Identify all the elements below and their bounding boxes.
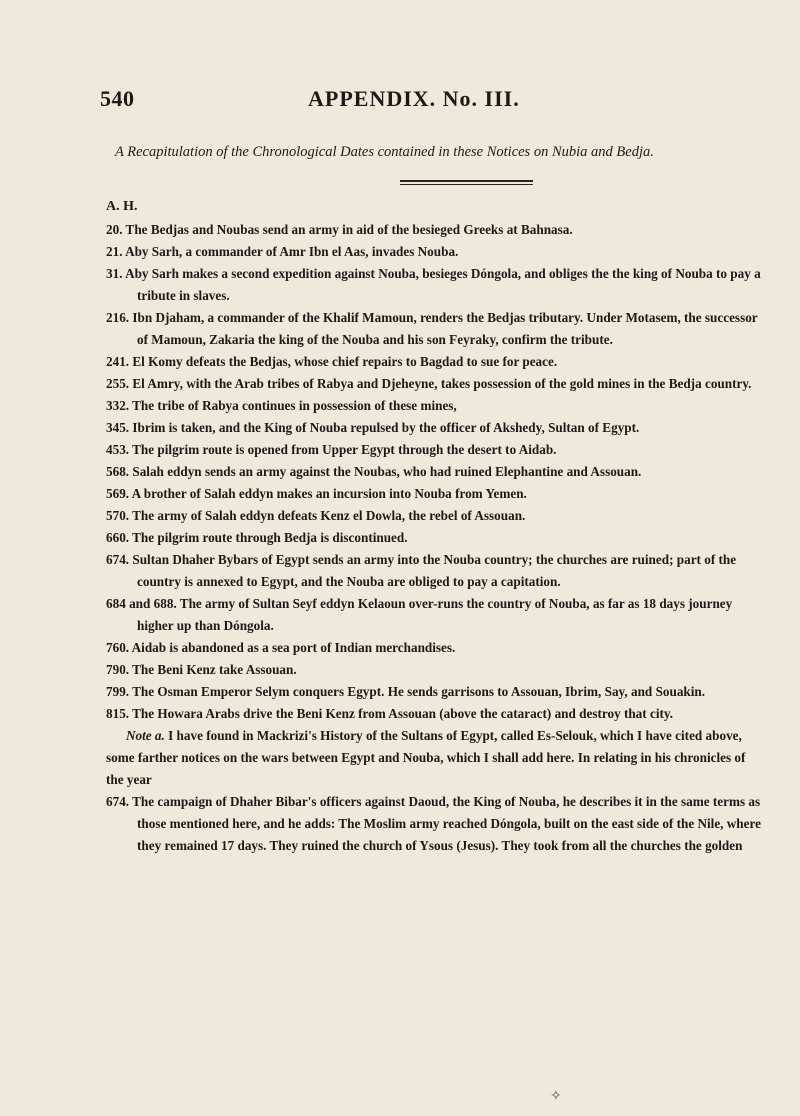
entry-text: The tribe of Rabya continues in possession of these mines, — [132, 398, 457, 413]
chronology-entry — [106, 659, 766, 681]
chronology-entry — [106, 241, 766, 263]
entry-text: The Beni Kenz take Assouan. — [132, 662, 297, 677]
entry-text: The Howara Arabs drive the Beni Kenz from Assouan (above the cataract) and destroy that city. — [132, 706, 674, 721]
entry-year: 674. — [106, 794, 130, 809]
entry-year: 799. — [106, 684, 130, 699]
entry-year: 569. — [106, 486, 130, 501]
chronology-entry — [106, 439, 766, 461]
entry-text: El Amry, with the Arab tribes of Rabya and Djeheyne, takes possession of the gold mines in the Bedja country. — [132, 376, 752, 391]
entry-text: The campaign of Dhaher Bibar's officers against Daoud, the King of Nouba, he describes it in the same terms as those mentioned here, and he adds: The Moslim army reached Dóngola, built on the east side of the Nile, where they remained 17 days. They ruined the church of Ysous (Jesus). They took from all the churches the golden — [132, 794, 761, 853]
entry-text: The pilgrim route through Bedja is discontinued. — [132, 530, 408, 545]
entry-text: The army of Sultan Seyf eddyn Kelaoun over-runs the country of Nouba, as far as 18 days journey higher up than Dóngola. — [137, 596, 733, 633]
entry-year: 332. — [106, 398, 130, 413]
entry-year: 790. — [106, 662, 130, 677]
entry-text: Aby Sarh, a commander of Amr Ibn el Aas, invades Nouba. — [125, 244, 459, 259]
entry-year: 21. — [106, 244, 123, 259]
entry-text: Aidab is abandoned as a sea port of Indian merchandises. — [131, 640, 456, 655]
chronology-entry — [106, 637, 766, 659]
chronology-entry — [106, 527, 766, 549]
note-text: I have found in Mackrizi's History of the Sultans of Egypt, called Es-Selouk, which I have cited above, some farther notices on the wars between Egypt and Nouba, which I shall add here. In relating in his chronicles of the year — [106, 728, 746, 787]
page-number: 540 — [100, 86, 135, 111]
entry-text: The pilgrim route is opened from Upper Egypt through the desert to Aidab. — [132, 442, 557, 457]
entry-year: 453. — [106, 442, 130, 457]
entry-year: 255. — [106, 376, 130, 391]
chronology-entry — [106, 461, 766, 483]
section-subtitle: A Recapitulation of the Chronological Dates contained in these Notices on Nubia and Bedja. — [115, 144, 654, 160]
chronology-entry — [106, 219, 766, 241]
divider-rule-thin — [400, 184, 533, 185]
entry-text: Salah eddyn sends an army against the Noubas, who had ruined Elephantine and Assouan. — [132, 464, 642, 479]
entry-year: 241. — [106, 354, 130, 369]
note-continuation — [106, 791, 766, 857]
note-label: Note a. — [126, 728, 165, 743]
entry-year: 31. — [106, 266, 123, 281]
entry-year: 568. — [106, 464, 130, 479]
entry-year: 815. — [106, 706, 130, 721]
chronology-entry — [106, 307, 766, 351]
entry-year: 760. — [106, 640, 130, 655]
running-head: APPENDIX. No. III. — [308, 86, 520, 111]
page-header — [0, 86, 800, 116]
chronology-entry — [106, 703, 766, 725]
chronology-entry — [106, 593, 766, 637]
chronology-list — [106, 219, 766, 857]
entry-text: A brother of Salah eddyn makes an incursion into Nouba from Yemen. — [131, 486, 527, 501]
chronology-entry — [106, 395, 766, 417]
chronology-entry — [106, 505, 766, 527]
entry-year: 660. — [106, 530, 130, 545]
entry-year: 570. — [106, 508, 130, 523]
chronology-entry — [106, 351, 766, 373]
note-paragraph — [106, 725, 766, 791]
entry-text: El Komy defeats the Bedjas, whose chief repairs to Bagdad to sue for peace. — [132, 354, 558, 369]
chronology-entry — [106, 263, 766, 307]
era-label: A. H. — [106, 199, 138, 214]
entry-text: The Osman Emperor Selym conquers Egypt. He sends garrisons to Assouan, Ibrim, Say, and Souakin. — [132, 684, 706, 699]
entry-text: Aby Sarh makes a second expedition against Nouba, besieges Dóngola, and obliges the the king of Nouba to pay a tribute in slaves. — [125, 266, 761, 303]
entry-year: 674. — [106, 552, 130, 567]
chronology-entry — [106, 681, 766, 703]
entry-text: Sultan Dhaher Bybars of Egypt sends an army into the Nouba country; the churches are ruined; part of the country is annexed to Egypt, and the Nouba are obliged to pay a capitation. — [132, 552, 737, 589]
entry-text: The Bedjas and Noubas send an army in aid of the besieged Greeks at Bahnasa. — [125, 222, 573, 237]
chronology-entry — [106, 417, 766, 439]
entry-year: 20. — [106, 222, 123, 237]
entry-year: 345. — [106, 420, 130, 435]
divider-rule — [400, 180, 533, 182]
chronology-entry — [106, 373, 766, 395]
entry-year: 684 and 688. — [106, 596, 177, 611]
entry-text: The army of Salah eddyn defeats Kenz el Dowla, the rebel of Assouan. — [132, 508, 526, 523]
chronology-entry — [106, 483, 766, 505]
entry-year: 216. — [106, 310, 130, 325]
chronology-entry — [106, 549, 766, 593]
ornament-mark: ✧ — [550, 1089, 562, 1104]
entry-text: Ibn Djaham, a commander of the Khalif Mamoun, renders the Bedjas tributary. Under Motasem, the successor of Mamoun, Zakaria the king of the Nouba and his son Feyraky, confirm the tribute. — [132, 310, 758, 347]
entry-text: Ibrim is taken, and the King of Nouba repulsed by the officer of Akshedy, Sultan of Egypt. — [132, 420, 640, 435]
